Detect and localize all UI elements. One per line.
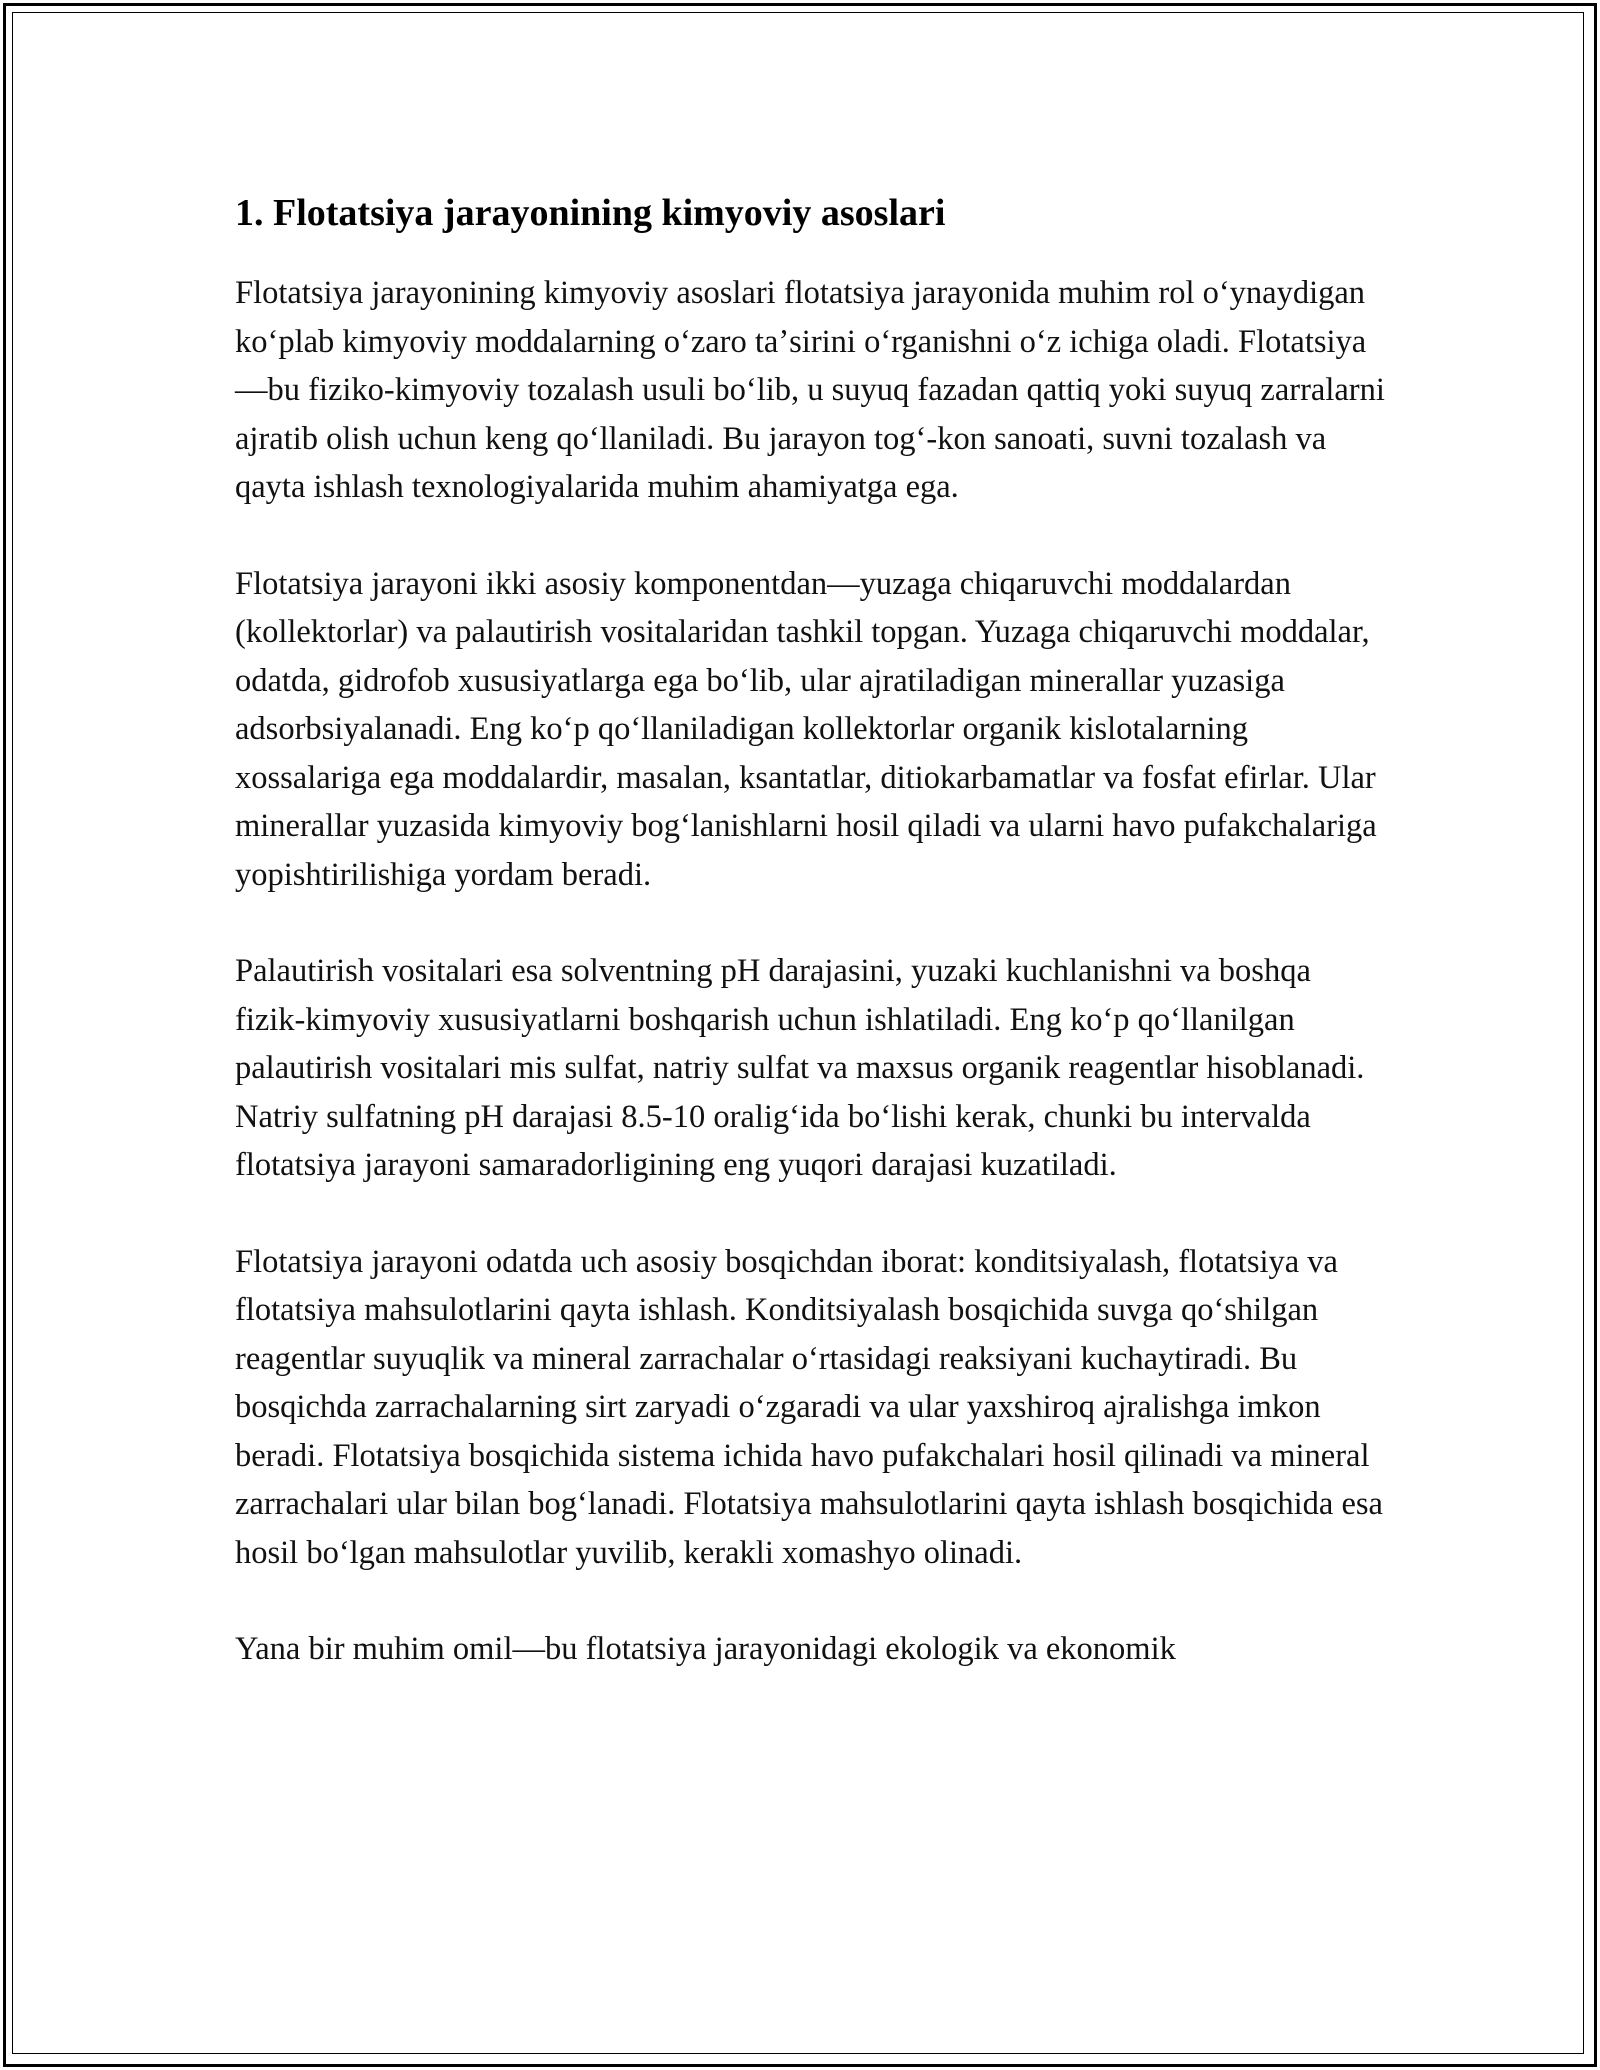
paragraph-components: Flotatsiya jarayoni ikki asosiy komponentdan—yuzaga chiqaruvchi moddalardan (kollektorlar) va palautirish vositalaridan tashkil topgan. Yuzaga chiqaruvchi moddalar, odatda, gidrofob xususiyatlarga ega boʻlib, ular ajratiladigan minerallar yuzasiga adsorbsiyalanadi. Eng koʻp qoʻllaniladigan kollektorlar organik kislotalarning xossalariga ega moddalardir, masalan, ksantatlar, ditiokarbamatlar va fosfat efirlar. Ular minerallar yuzasida kimyoviy bogʻlanishlarni hosil qiladi va ularni havo pufakchalariga yopishtirilishiga yordam beradi. — [235, 565, 1377, 893]
document-body — [235, 183, 1385, 1722]
paragraph-stages: Flotatsiya jarayoni odatda uch asosiy bosqichdan iborat: konditsiyalash, flotatsiya va flotatsiya mahsulotlarini qayta ishlash. Konditsiyalash bosqichida suvga qoʻshilgan reagentlar suyuqlik va mineral zarrachalar oʻrtasidagi reaksiyani kuchaytiradi. Bu bosqichda zarrachalarning sirt zaryadi oʻzgaradi va ular yaxshiroq ajralishga imkon beradi. Flotatsiya bosqichida sistema ichida havo pufakchalari hosil qilinadi va mineral zarrachalari ular bilan bogʻlanadi. Flotatsiya mahsulotlarini qayta ishlash bosqichida esa hosil boʻlgan mahsulotlar yuvilib, kerakli xomashyo olinadi. — [235, 1243, 1383, 1571]
paragraph-reagents: Palautirish vositalari esa solventning pH darajasini, yuzaki kuchlanishni va boshqa fizik-kimyoviy xususiyatlarni boshqarish uchun ishlatiladi. Eng koʻp qoʻllanilgan palautirish vositalari mis sulfat, natriy sulfat va maxsus organik reagentlar hisoblanadi. Natriy sulfatning pH darajasi 8.5-10 oraligʻida boʻlishi kerak, chunki bu intervalda flotatsiya jarayoni samaradorligining eng yuqori darajasi kuzatiladi. — [235, 953, 1365, 1183]
paragraph-ecology: Yana bir muhim omil—bu flotatsiya jarayonidagi ekologik va ekonomik — [235, 1631, 1176, 1667]
paragraph-intro: Flotatsiya jarayonining kimyoviy asoslari flotatsiya jarayonida muhim rol oʻynaydigan koʻplab kimyoviy moddalarning oʻzaro taʼsirini oʻrganishni oʻz ichiga oladi. Flotatsiya—bu fiziko-kimyoviy tozalash usuli boʻlib, u suyuq fazadan qattiq yoki suyuq zarralarni ajratib olish uchun keng qoʻllaniladi. Bu jarayon togʻ-kon sanoati, suvni tozalash va qayta ishlash texnologiyalarida muhim ahamiyatga ega. — [235, 275, 1385, 505]
section-heading: 1. Flotatsiya jarayonining kimyoviy asoslari — [235, 192, 946, 234]
